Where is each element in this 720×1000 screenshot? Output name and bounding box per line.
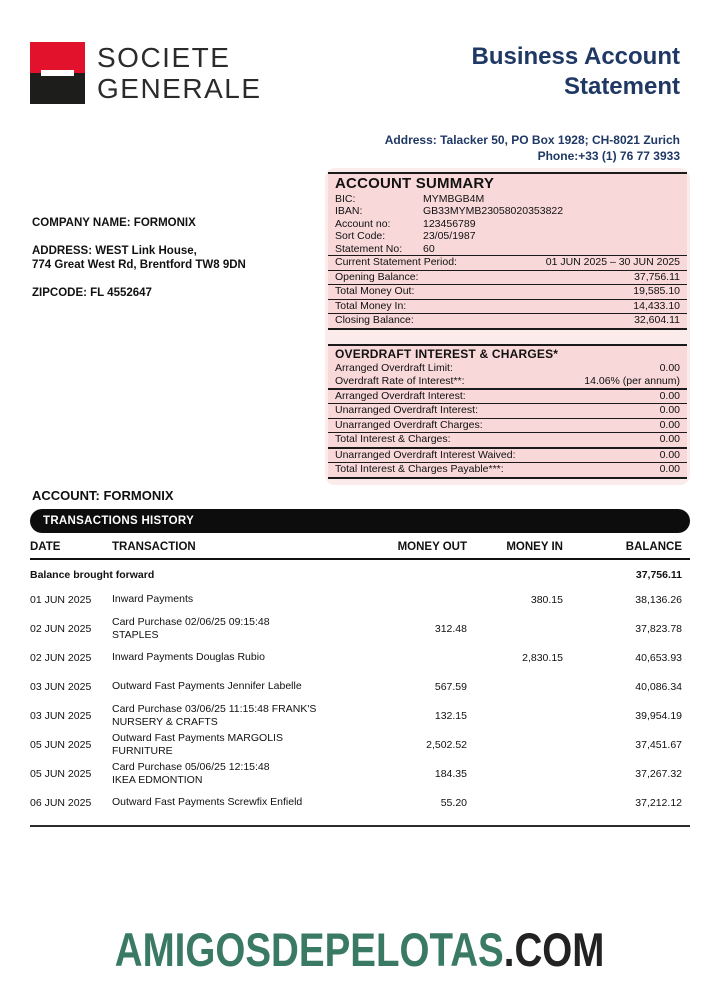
row-label: Unarranged Overdraft Charges: <box>335 418 483 431</box>
row-label: Arranged Overdraft Limit: <box>335 361 453 374</box>
row-label: Total Interest & Charges Payable***: <box>335 463 504 476</box>
overdraft-row-total-interest <box>328 432 687 447</box>
company-address-line2: 774 Great West Rd, Brentford TW8 9DN <box>32 259 246 271</box>
row-label: Current Statement Period: <box>335 256 457 269</box>
field-value: GB33MYMB23058020353822 <box>423 205 564 218</box>
field-label: IBAN: <box>335 205 363 218</box>
row-label: Unarranged Overdraft Interest: <box>335 404 478 417</box>
txn-money-out: 312.48 <box>434 622 467 635</box>
txn-balance: 39,954.19 <box>635 709 682 722</box>
company-address-line1: ADDRESS: WEST Link House, <box>32 245 197 257</box>
txn-date: 03 JUN 2025 <box>30 680 92 693</box>
txn-balance: 37,267.32 <box>635 767 682 780</box>
row-value: 14,433.10 <box>633 299 680 312</box>
column-header-transaction: TRANSACTION <box>112 541 196 553</box>
row-label: Total Interest & Charges: <box>335 433 451 446</box>
txn-money-out: 132.15 <box>434 709 467 722</box>
column-header-balance: BALANCE <box>625 541 682 553</box>
row-label: Overdraft Rate of Interest**: <box>335 374 465 387</box>
document-title <box>472 42 681 102</box>
row-label: Total Money In: <box>335 299 407 312</box>
txn-description: Outward Fast Payments Screwfix Enfield <box>112 796 303 809</box>
row-value: 0.00 <box>659 448 680 461</box>
txn-date: 01 JUN 2025 <box>30 593 92 606</box>
column-header-date: DATE <box>30 541 61 553</box>
table-row <box>30 643 690 672</box>
txn-money-out: 2,502.52 <box>426 738 467 751</box>
column-header-money-out: MONEY OUT <box>397 541 467 553</box>
societe-generale-logo-icon <box>30 42 85 104</box>
row-value: 0.00 <box>659 361 680 374</box>
summary-row-statement-period <box>328 255 687 270</box>
row-value: 19,585.10 <box>633 285 680 298</box>
row-label: Opening Balance: <box>335 270 419 283</box>
txn-balance: 37,451.67 <box>635 738 682 751</box>
field-label: BIC: <box>335 193 356 205</box>
document-title-line2: Statement <box>563 73 680 100</box>
row-value: 32,604.11 <box>634 314 680 327</box>
row-value: 14.06% (per annum) <box>584 374 680 387</box>
overdraft-row-rate <box>328 375 687 388</box>
summary-row-closing-balance <box>328 313 687 328</box>
watermark-tld: .COM <box>504 923 605 976</box>
company-zipcode: ZIPCODE: FL 4552647 <box>32 287 152 299</box>
overdraft-row-arranged-limit <box>328 362 687 375</box>
brand-name <box>97 42 262 104</box>
watermark-site-name: AMIGOSDEPELOTAS <box>115 923 505 976</box>
logo-white-bar <box>41 70 74 76</box>
table-row <box>30 672 690 701</box>
summary-row-opening-balance <box>328 270 687 285</box>
txn-description: Inward Payments <box>112 593 194 606</box>
row-label: Arranged Overdraft Interest: <box>335 389 466 402</box>
txn-date: 05 JUN 2025 <box>30 738 92 751</box>
brand-name-line1: SOCIETE <box>97 42 231 73</box>
txn-balance: 37,212.12 <box>635 796 682 809</box>
bank-contact-block <box>385 132 680 164</box>
txn-money-out: 184.35 <box>434 767 467 780</box>
table-row <box>30 730 690 759</box>
summary-field-iban <box>328 205 687 217</box>
txn-date: 05 JUN 2025 <box>30 767 92 780</box>
row-value: 0.00 <box>659 418 680 431</box>
txn-money-out: 55.20 <box>440 796 467 809</box>
summary-panel <box>325 168 690 485</box>
field-label: Sort Code: <box>335 230 386 243</box>
txn-money-in: 2,830.15 <box>522 651 563 664</box>
table-row <box>30 701 690 730</box>
row-label: Unarranged Overdraft Interest Waived: <box>335 448 516 461</box>
summary-field-statement-no <box>328 243 687 255</box>
txn-money-in: 380.15 <box>530 593 563 606</box>
table-row <box>30 759 690 788</box>
summary-row-total-money-out <box>328 284 687 299</box>
overdraft-row-unarranged-interest <box>328 403 687 418</box>
logo-red-half <box>30 42 85 73</box>
overdraft-row-arranged-interest <box>328 388 687 404</box>
txn-balance: 38,136.26 <box>635 593 682 606</box>
txn-date: 06 JUN 2025 <box>30 796 92 809</box>
summary-field-sort-code <box>328 230 687 242</box>
txn-description: Outward Fast Payments MARGOLIS FURNITURE <box>112 732 283 757</box>
document-title-line1: Business Account <box>471 43 680 70</box>
table-row <box>30 788 690 817</box>
balance-brought-forward-row <box>30 560 690 585</box>
txn-money-out: 567.59 <box>434 680 467 693</box>
txn-balance: 40,086.34 <box>635 680 682 693</box>
table-header-row <box>30 541 690 560</box>
txn-description: Card Purchase 02/06/25 09:15:48 STAPLES <box>112 616 270 641</box>
txn-description: Outward Fast Payments Jennifer Labelle <box>112 680 302 693</box>
txn-description: Inward Payments Douglas Rubio <box>112 651 265 664</box>
row-value: 0.00 <box>659 463 680 476</box>
overdraft-section <box>328 344 687 479</box>
transactions-history-bar <box>30 509 690 533</box>
bank-address: Address: Talacker 50, PO Box 1928; CH-8021 Zurich <box>384 133 680 147</box>
txn-date: 03 JUN 2025 <box>30 709 92 722</box>
field-value: 60 <box>423 242 435 255</box>
table-row <box>30 614 690 643</box>
field-label: Statement No: <box>335 242 403 255</box>
company-info-block <box>32 216 246 300</box>
row-label: Total Money Out: <box>335 285 415 298</box>
txn-description: Card Purchase 05/06/25 12:15:48 IKEA EDMONTION <box>112 761 270 786</box>
bank-phone: Phone:+33 (1) 76 77 3933 <box>537 149 680 163</box>
field-label: Account no: <box>335 217 391 230</box>
account-summary-title: ACCOUNT SUMMARY <box>335 175 495 192</box>
row-value: 0.00 <box>659 404 680 417</box>
overdraft-row-unarranged-charges <box>328 418 687 433</box>
field-value: 23/05/1987 <box>423 230 476 243</box>
field-value: 123456789 <box>423 217 476 230</box>
table-row <box>30 585 690 614</box>
account-summary-section <box>328 172 687 330</box>
row-value: 37,756.11 <box>634 270 680 283</box>
txn-date: 02 JUN 2025 <box>30 651 92 664</box>
txn-balance: 37,823.78 <box>635 622 682 635</box>
account-label: ACCOUNT: FORMONIX <box>32 488 174 503</box>
societe-generale-logo <box>30 42 262 104</box>
summary-field-account-no <box>328 218 687 230</box>
row-value: 0.00 <box>659 433 680 446</box>
transactions-table <box>30 541 690 827</box>
column-header-money-in: MONEY IN <box>506 541 563 553</box>
company-name: COMPANY NAME: FORMONIX <box>32 217 196 229</box>
txn-date: 02 JUN 2025 <box>30 622 92 635</box>
txn-description: Card Purchase 03/06/25 11:15:48 FRANK'S NURSERY & CRAFTS <box>112 703 317 728</box>
bbf-balance: 37,756.11 <box>635 568 682 581</box>
row-value: 0.00 <box>659 389 680 402</box>
summary-field-bic <box>328 193 687 205</box>
site-watermark <box>0 922 720 977</box>
summary-row-total-money-in <box>328 299 687 314</box>
logo-black-half <box>30 73 85 104</box>
overdraft-row-interest-waived <box>328 447 687 463</box>
txn-balance: 40,653.93 <box>635 651 682 664</box>
transactions-history-title: TRANSACTIONS HISTORY <box>43 515 195 527</box>
row-value: 01 JUN 2025 – 30 JUN 2025 <box>545 256 680 269</box>
row-label: Closing Balance: <box>335 314 414 327</box>
brand-name-line2: GENERALE <box>97 73 262 104</box>
field-value: MYMBGB4M <box>423 193 485 205</box>
overdraft-row-charges-payable <box>328 462 687 477</box>
overdraft-title: OVERDRAFT INTEREST & CHARGES* <box>335 346 559 361</box>
bbf-label: Balance brought forward <box>30 568 155 581</box>
